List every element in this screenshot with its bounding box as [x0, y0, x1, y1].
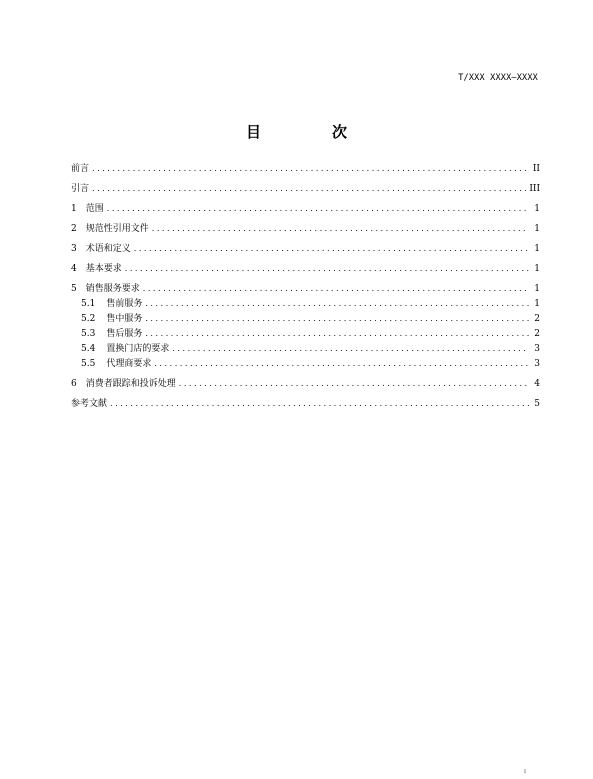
- toc-leader: [154, 358, 529, 370]
- toc-entry-number: 5.3: [81, 329, 96, 339]
- toc-entry-number: 5.5: [81, 359, 96, 369]
- toc-leader: [145, 298, 529, 310]
- toc-entry-foreword[interactable]: [71, 163, 540, 175]
- toc-leader: [152, 223, 529, 235]
- toc-leader: [145, 328, 529, 340]
- toc-entry-label: 基本要求: [85, 264, 122, 274]
- toc-entry-number: 5.4: [81, 344, 96, 354]
- toc-entry-number: 5.2: [81, 314, 96, 324]
- toc-entry-consumer-tracking-complaints[interactable]: [71, 378, 540, 390]
- toc-entry-label: 前言: [71, 164, 90, 174]
- toc-entry-label: 售中服务: [106, 314, 143, 324]
- toc-entry-page: 1: [534, 204, 540, 214]
- toc-entry-normative-references[interactable]: [71, 223, 540, 235]
- toc-entry-bibliography[interactable]: [71, 398, 540, 410]
- toc-entry-after-sales-service[interactable]: [71, 328, 540, 340]
- toc-entry-label: 引言: [71, 184, 90, 194]
- toc-entry-number: 1: [71, 204, 77, 214]
- toc-entry-page: 2: [534, 329, 540, 339]
- toc-entry-label: 消费者跟踪和投诉处理: [85, 379, 176, 389]
- table-of-contents: [71, 163, 540, 418]
- toc-leader: [143, 283, 529, 295]
- document-code: T/XXX XXXX—XXXX: [458, 73, 538, 83]
- toc-entry-page: 1: [534, 284, 540, 294]
- toc-entry-page: 5: [534, 399, 540, 409]
- toc-leader: [110, 398, 529, 410]
- toc-entry-terms-definitions[interactable]: [71, 243, 540, 255]
- toc-entry-agent-requirements[interactable]: [71, 358, 540, 370]
- toc-entry-label: 售后服务: [106, 329, 143, 339]
- toc-leader: [145, 313, 529, 325]
- toc-entry-page: 1: [534, 299, 540, 309]
- toc-leader: [125, 263, 529, 275]
- toc-entry-number: 5.1: [81, 299, 96, 309]
- toc-entry-page: 3: [534, 359, 540, 369]
- toc-entry-number: 5: [71, 284, 77, 294]
- toc-entry-page: 3: [534, 344, 540, 354]
- toc-entry-trade-in-store-requirements[interactable]: [71, 343, 540, 355]
- toc-leader: [107, 203, 529, 215]
- toc-entry-number: 6: [71, 379, 77, 389]
- toc-entry-page: 1: [534, 244, 540, 254]
- toc-entry-sales-service-requirements[interactable]: [71, 283, 540, 295]
- toc-leader: [92, 163, 529, 175]
- toc-entry-introduction[interactable]: [71, 183, 540, 195]
- toc-entry-pre-sales-service[interactable]: [71, 298, 540, 310]
- toc-leader: [134, 243, 529, 255]
- toc-entry-label: 售前服务: [106, 299, 143, 309]
- toc-leader: [92, 183, 526, 195]
- toc-title: 目 次: [245, 123, 375, 141]
- toc-leader: [172, 343, 529, 355]
- toc-entry-basic-requirements[interactable]: [71, 263, 540, 275]
- toc-entry-label: 术语和定义: [85, 244, 131, 254]
- toc-entry-page: 1: [534, 224, 540, 234]
- toc-entry-label: 代理商要求: [106, 359, 152, 369]
- toc-entry-page: III: [529, 184, 540, 194]
- toc-entry-label: 置换门店的要求: [106, 344, 170, 354]
- toc-entry-number: 4: [71, 264, 77, 274]
- toc-entry-page: 4: [534, 379, 540, 389]
- toc-entry-page: II: [532, 164, 540, 174]
- toc-entry-number: 2: [71, 224, 77, 234]
- toc-entry-page: 2: [534, 314, 540, 324]
- toc-entry-label: 规范性引用文件: [85, 224, 149, 234]
- page-number: I: [524, 769, 526, 775]
- toc-leader: [179, 378, 529, 390]
- toc-entry-number: 3: [71, 244, 77, 254]
- toc-entry-label: 参考文献: [71, 399, 108, 409]
- toc-entry-label: 销售服务要求: [85, 284, 140, 294]
- toc-entry-scope[interactable]: [71, 203, 540, 215]
- toc-entry-in-sales-service[interactable]: [71, 313, 540, 325]
- toc-entry-label: 范围: [85, 204, 104, 214]
- toc-entry-page: 1: [534, 264, 540, 274]
